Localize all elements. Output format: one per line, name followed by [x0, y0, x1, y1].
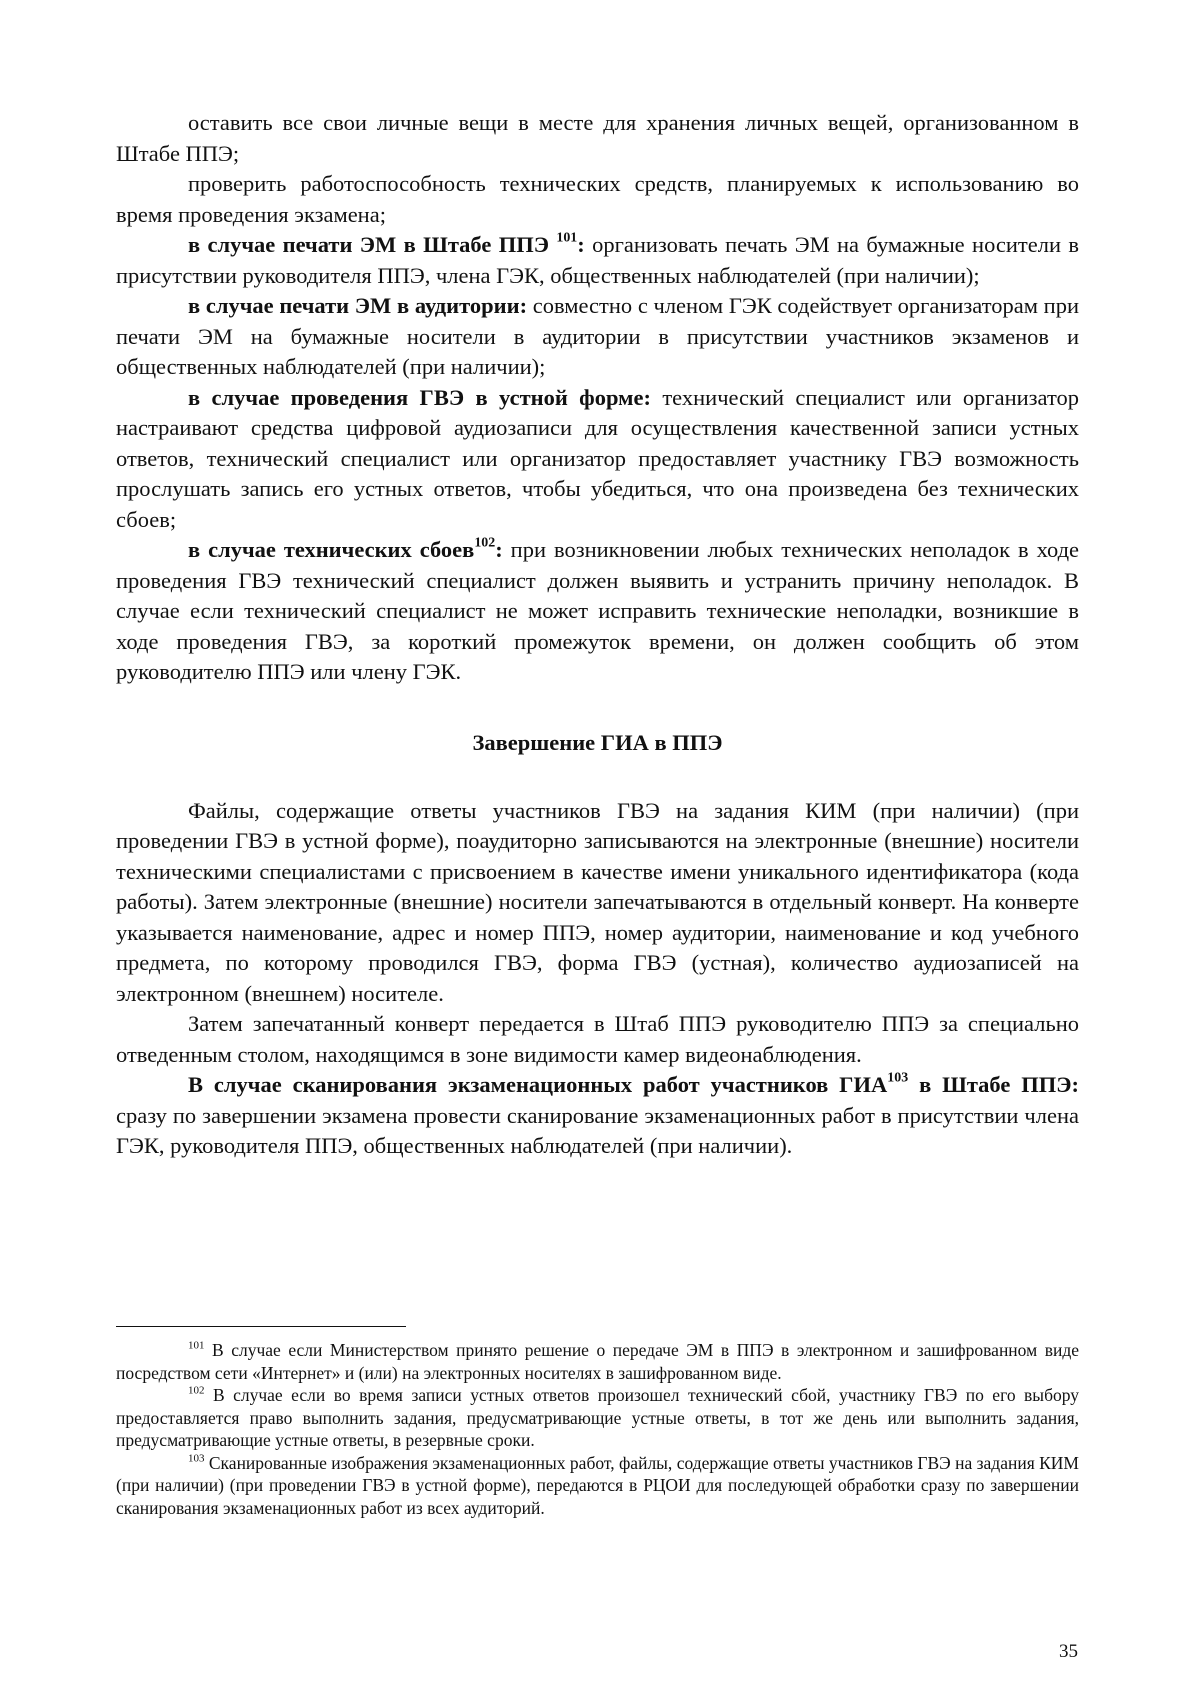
footnote-ref-101: 101	[556, 230, 578, 246]
footnote-ref-102: 102	[474, 535, 496, 551]
paragraph-text: проверить работоспособность технических средств, планируемых к использованию во время проведения экзамена;	[116, 171, 1079, 227]
page-number: 35	[1059, 1641, 1078, 1662]
paragraph-text: Затем запечатанный конверт передается в Штаб ППЭ руководителю ППЭ за специально отведенным столом, находящимся в зоне видимости камер видеонаблюдения.	[116, 1011, 1079, 1067]
paragraph-text: при возникновении любых технических неполадок в ходе проведения ГВЭ технический специалист должен выявить и устранить причину неполадок. В случае если технический специалист не может исправить технические неполадки, возникшие в ходе проведения ГВЭ, за короткий промежуток времени, он должен сообщить об этом руководителю ППЭ или члену ГЭК.	[116, 537, 1079, 684]
footnote-ref-103: 103	[887, 1070, 909, 1086]
footnotes	[116, 1339, 1079, 1519]
section-heading: Завершение ГИА в ППЭ	[472, 729, 723, 755]
paragraph-text: Файлы, содержащие ответы участников ГВЭ на задания КИМ (при наличии) (при проведении ГВЭ в устной форме), поаудиторно записываются на электронные (внешние) носители техническими специалистами с присвоением в качестве имени уникального идентификатора (кода работы). Затем электронные (внешние) носители запечатываются в отдельный конверт. На конверте указывается наименование, адрес и номер ППЭ, номер аудитории, наименование и код учебного предмета, по которому проводился ГВЭ, форма ГВЭ (устная), количество аудиозаписей на электронном (внешнем) носителе.	[116, 797, 1079, 1006]
paragraph-oral-exam	[116, 383, 1079, 536]
footnote-101	[116, 1339, 1079, 1384]
footnote-102	[116, 1384, 1079, 1452]
footnote-number: 103	[188, 1451, 205, 1464]
footnote-text: В случае если Министерством принято решение о передаче ЭМ в ППЭ в электронном и зашифрованном виде посредством сети «Интернет» и (или) на электронных носителях в зашифрованном виде.	[116, 1340, 1079, 1383]
paragraph-lead-colon: :	[495, 537, 503, 562]
paragraph-text: технический специалист или организатор настраивают средства цифровой аудиозаписи для осуществления качественной записи устных ответов, технический специалист или организатор предоставляет участнику ГВЭ возможность прослушать запись его устных ответов, чтобы убедиться, что она произведена без технических сбоев;	[116, 384, 1079, 532]
paragraph-lead: в случае печати ЭМ в аудитории:	[188, 293, 528, 318]
paragraph-technical-failures	[116, 535, 1079, 688]
paragraph-scanning	[116, 1070, 1079, 1162]
paragraph-lead: в случае проведения ГВЭ в устной форме:	[188, 384, 651, 410]
paragraph-personal-belongings	[116, 108, 1079, 169]
paragraph-sealed-envelope	[116, 1009, 1079, 1070]
footnote-number: 101	[188, 1339, 205, 1352]
footnote-text: В случае если во время записи устных ответов произошел технический сбой, участнику ГВЭ по его выбору предоставляется право выполнить задания, предусматривающие устные ответы, в тот же день или выполнить задания, предусматривающие устные ответы, в резервные сроки.	[116, 1385, 1079, 1450]
paragraph-lead: в случае печати ЭМ в Штабе ППЭ	[188, 232, 557, 257]
footnote-separator	[116, 1326, 406, 1327]
footnote-number: 102	[188, 1384, 205, 1397]
paragraph-lead: в случае технических сбоев	[188, 537, 475, 562]
paragraph-print-in-hq	[116, 230, 1079, 291]
paragraph-text: оставить все свои личные вещи в месте для хранения личных вещей, организованном в Штабе ППЭ;	[116, 110, 1079, 166]
paragraph-check-equipment	[116, 169, 1079, 230]
paragraph-text: организовать печать ЭМ на бумажные носители в присутствии руководителя ППЭ, члена ГЭК, общественных наблюдателей (при наличии);	[116, 232, 1079, 288]
main-text	[116, 108, 1079, 1162]
paragraph-text: сразу по завершении экзамена провести сканирование экзаменационных работ в присутствии члена ГЭК, руководителя ППЭ, общественных наблюдателей (при наличии).	[116, 1102, 1079, 1158]
paragraph-lead-colon: :	[577, 232, 585, 257]
paragraph-text: совместно с членом ГЭК содействует организаторам при печати ЭМ на бумажные носители в аудитории в присутствии участников экзаменов и общественных наблюдателей (при наличии);	[116, 293, 1079, 379]
footnote-103	[116, 1452, 1079, 1520]
footnote-text: Сканированные изображения экзаменационных работ, файлы, содержащие ответы участников ГВЭ на задания КИМ (при наличии) (при проведении ГВЭ в устной форме), передаются в РЦОИ для последующей обработки сразу по завершении сканирования экзаменационных работ из всех аудиторий.	[116, 1452, 1079, 1518]
paragraph-print-in-room	[116, 291, 1079, 383]
document-page	[116, 108, 1079, 1162]
paragraph-answer-files	[116, 796, 1079, 1010]
paragraph-lead: В случае сканирования экзаменационных работ участников ГИА	[188, 1072, 888, 1097]
paragraph-lead-continued: в Штабе ППЭ:	[908, 1072, 1079, 1097]
